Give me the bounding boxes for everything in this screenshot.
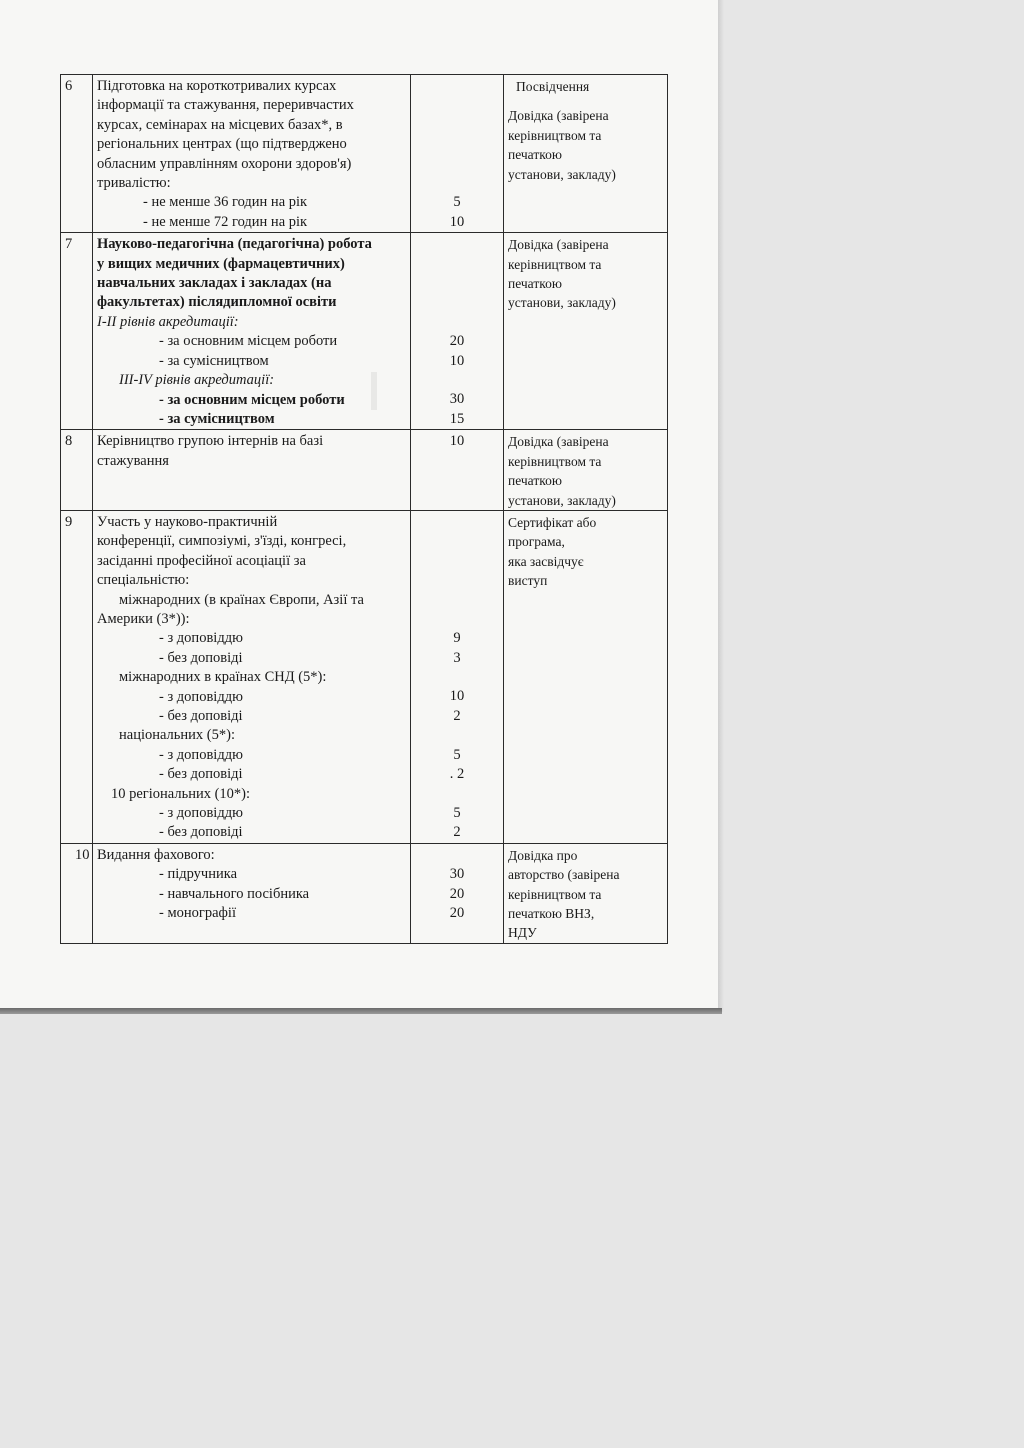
criterion-text: Участь у науково-практичній конференції, симпозіумі, з'їзді, конгресі, засіданні професійної асоціації за спеціальністю: міжнародних (в країнах Європи, Азії та Америки (3*)): - з доповіддю - без доповіді міжнародних в країнах СНД (5*): - з доповіддю - без доповіді національних (5*): - з доповіддю - без доповіді 10 регіональних (10*): - з доповіддю - без доповіді bbox=[93, 510, 411, 843]
row-number: 6 bbox=[61, 75, 93, 233]
criterion-text: Науково-педагогічна (педагогічна) робота у вищих медичних (фармацевтичних) навчальних закладах і закладах (на факультетах) післядипломної освіти I-II рівнів акредитації: - за основним місцем роботи - за сумісництвом III-IV рівнів акредитації: - за основним місцем роботи - за сумісництвом bbox=[93, 233, 411, 430]
points-cell: 5 10 bbox=[411, 75, 504, 233]
document-cell: Довідка (завірена керівництвом та печаткою установи, закладу) bbox=[504, 233, 668, 430]
criterion-text: Видання фахового: - підручника - навчального посібника - монографії bbox=[93, 843, 411, 943]
row-number: 7 bbox=[61, 233, 93, 430]
row-number: 8 bbox=[61, 430, 93, 511]
table-row bbox=[61, 843, 668, 943]
row-number: 10 bbox=[61, 843, 93, 943]
document-cell: Довідка про авторство (завірена керівництвом та печаткою ВНЗ, НДУ bbox=[504, 843, 668, 943]
document-cell: Посвідчення Довідка (завірена керівництвом та печаткою установи, закладу) bbox=[504, 75, 668, 233]
criterion-text: Керівництво групою інтернів на базі стажування bbox=[93, 430, 411, 511]
page-bottom-edge bbox=[0, 1008, 722, 1014]
table-row bbox=[61, 430, 668, 511]
table-row bbox=[61, 510, 668, 843]
points-cell: 10 bbox=[411, 430, 504, 511]
points-cell: 9 3 10 2 5 . 2 5 2 bbox=[411, 510, 504, 843]
criteria-table bbox=[60, 74, 668, 944]
table-row bbox=[61, 233, 668, 430]
points-cell: 30 20 20 bbox=[411, 843, 504, 943]
table-row bbox=[61, 75, 668, 233]
row-number: 9 bbox=[61, 510, 93, 843]
points-cell: 20 10 30 15 bbox=[411, 233, 504, 430]
criterion-text: Підготовка на короткотривалих курсах інформації та стажування, переривчастих курсах, семінарах на місцевих базах*, в регіональних центрах (що підтверджено обласним управлінням охорони здоров'я) тривалістю: - не менше 36 годин на рік - не менше 72 годин на рік bbox=[93, 75, 411, 233]
document-cell: Довідка (завірена керівництвом та печаткою установи, закладу) bbox=[504, 430, 668, 511]
document-cell: Сертифікат або програма, яка засвідчує виступ bbox=[504, 510, 668, 843]
page-shadow bbox=[718, 0, 724, 1012]
